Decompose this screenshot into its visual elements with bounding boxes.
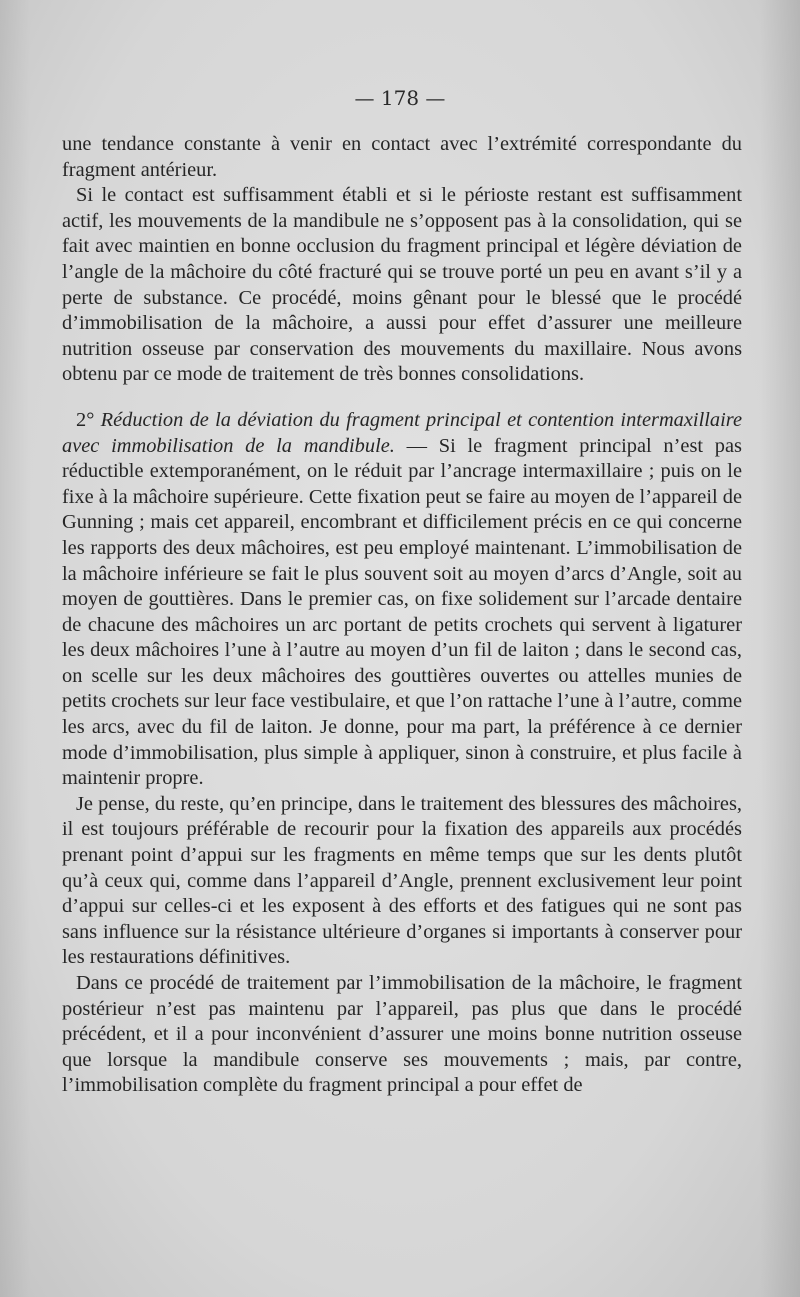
page-shadow-right (760, 0, 800, 1297)
paragraph-consolidation: Si le contact est suffisamment établi et si le périoste restant est suffisamment actif, les mouvements de la mandibule ne s’opposent pas à la consolidation, qui se fait avec maintien en bonne occlusion du fragment principal et légère déviation de l’angle de la mâchoire du côté fracturé qui se trouve porté un peu en avant s’il y a perte de substance. Ce procédé, moins gênant pour le blessé que le procédé d’immobilisation de la mâchoire, a aussi pour effet d’assurer une meilleure nutrition osseuse par conservation des mouvements du maxillaire. Nous avons obtenu par ce mode de traitement de très bonnes consolidations. (62, 184, 742, 386)
paragraph-procedure: Dans ce procédé de traitement par l’immobilisation de la mâchoire, le fragment postérieur n’est pas maintenu par l’appareil, pas plus que dans le procédé précédent, et il a pour inconvénient d’assurer une moins bonne nutrition osseuse que lorsque la mandibule conserve ses mouvements ; mais, par contre, l’immobilisation complète du fragment principal a pour effet de (62, 972, 742, 1097)
body-text (62, 132, 742, 1099)
page-number: — 178 — (354, 86, 446, 110)
page-shadow-left (0, 0, 30, 1297)
section-number: 2° (76, 408, 95, 431)
paragraph-continuation: une tendance constante à venir en contact avec l’extrémité correspondante du fragment antérieur. (62, 133, 742, 181)
paragraph-principle: Je pense, du reste, qu’en principe, dans le traitement des blessures des mâchoires, il est toujours préférable de recourir pour la fixation des appareils aux procédés prenant point d’appui sur les fragments en même temps que sur les dents plutôt qu’à ceux qui, comme dans l’appareil d’Angle, prennent exclusivement leur point d’appui sur celles-ci et les exposent à des efforts et des fatigues qui ne sont pas sans influence sur la résistance ultérieure d’organes si importants à conserver pour les restaurations définitives. (62, 792, 742, 969)
paragraph-section-2 (62, 408, 742, 792)
section-body: — Si le fragment principal n’est pas réductible extemporanément, on le réduit par l’ancrage intermaxillaire ; puis on le fixe à la mâchoire supérieure. Cette fixation peut se faire au moyen de l’appareil de Gunning ; mais cet appareil, encombrant et difficilement précis en ce qui concerne les rapports des deux mâchoires, est peu employé maintenant. L’immobilisation de la mâchoire inférieure se fait le plus souvent soit au moyen d’arcs d’Angle, soit au moyen de gouttières. Dans le premier cas, on fixe solidement sur l’arcade dentaire de chacune des mâchoires un arc portant de petits crochets qui servent à ligaturer les deux mâchoires l’une à l’autre au moyen d’un fil de laiton ; dans le second cas, on scelle sur les deux mâchoires des gouttières ouvertes ou attelles munies de petits crochets sur leur face vestibulaire, et que l’on rattache l’une à l’autre, comme les arcs, avec du fil de laiton. Je donne, pour ma part, la préférence à ce dernier mode d’immobilisation, plus simple à appliquer, sinon à construire, et plus facile à maintenir propre. (62, 434, 742, 790)
section-heading: Réduction de la déviation du fragment principal et contention intermaxillaire avec immobilisation de la mandibule. (62, 408, 742, 457)
